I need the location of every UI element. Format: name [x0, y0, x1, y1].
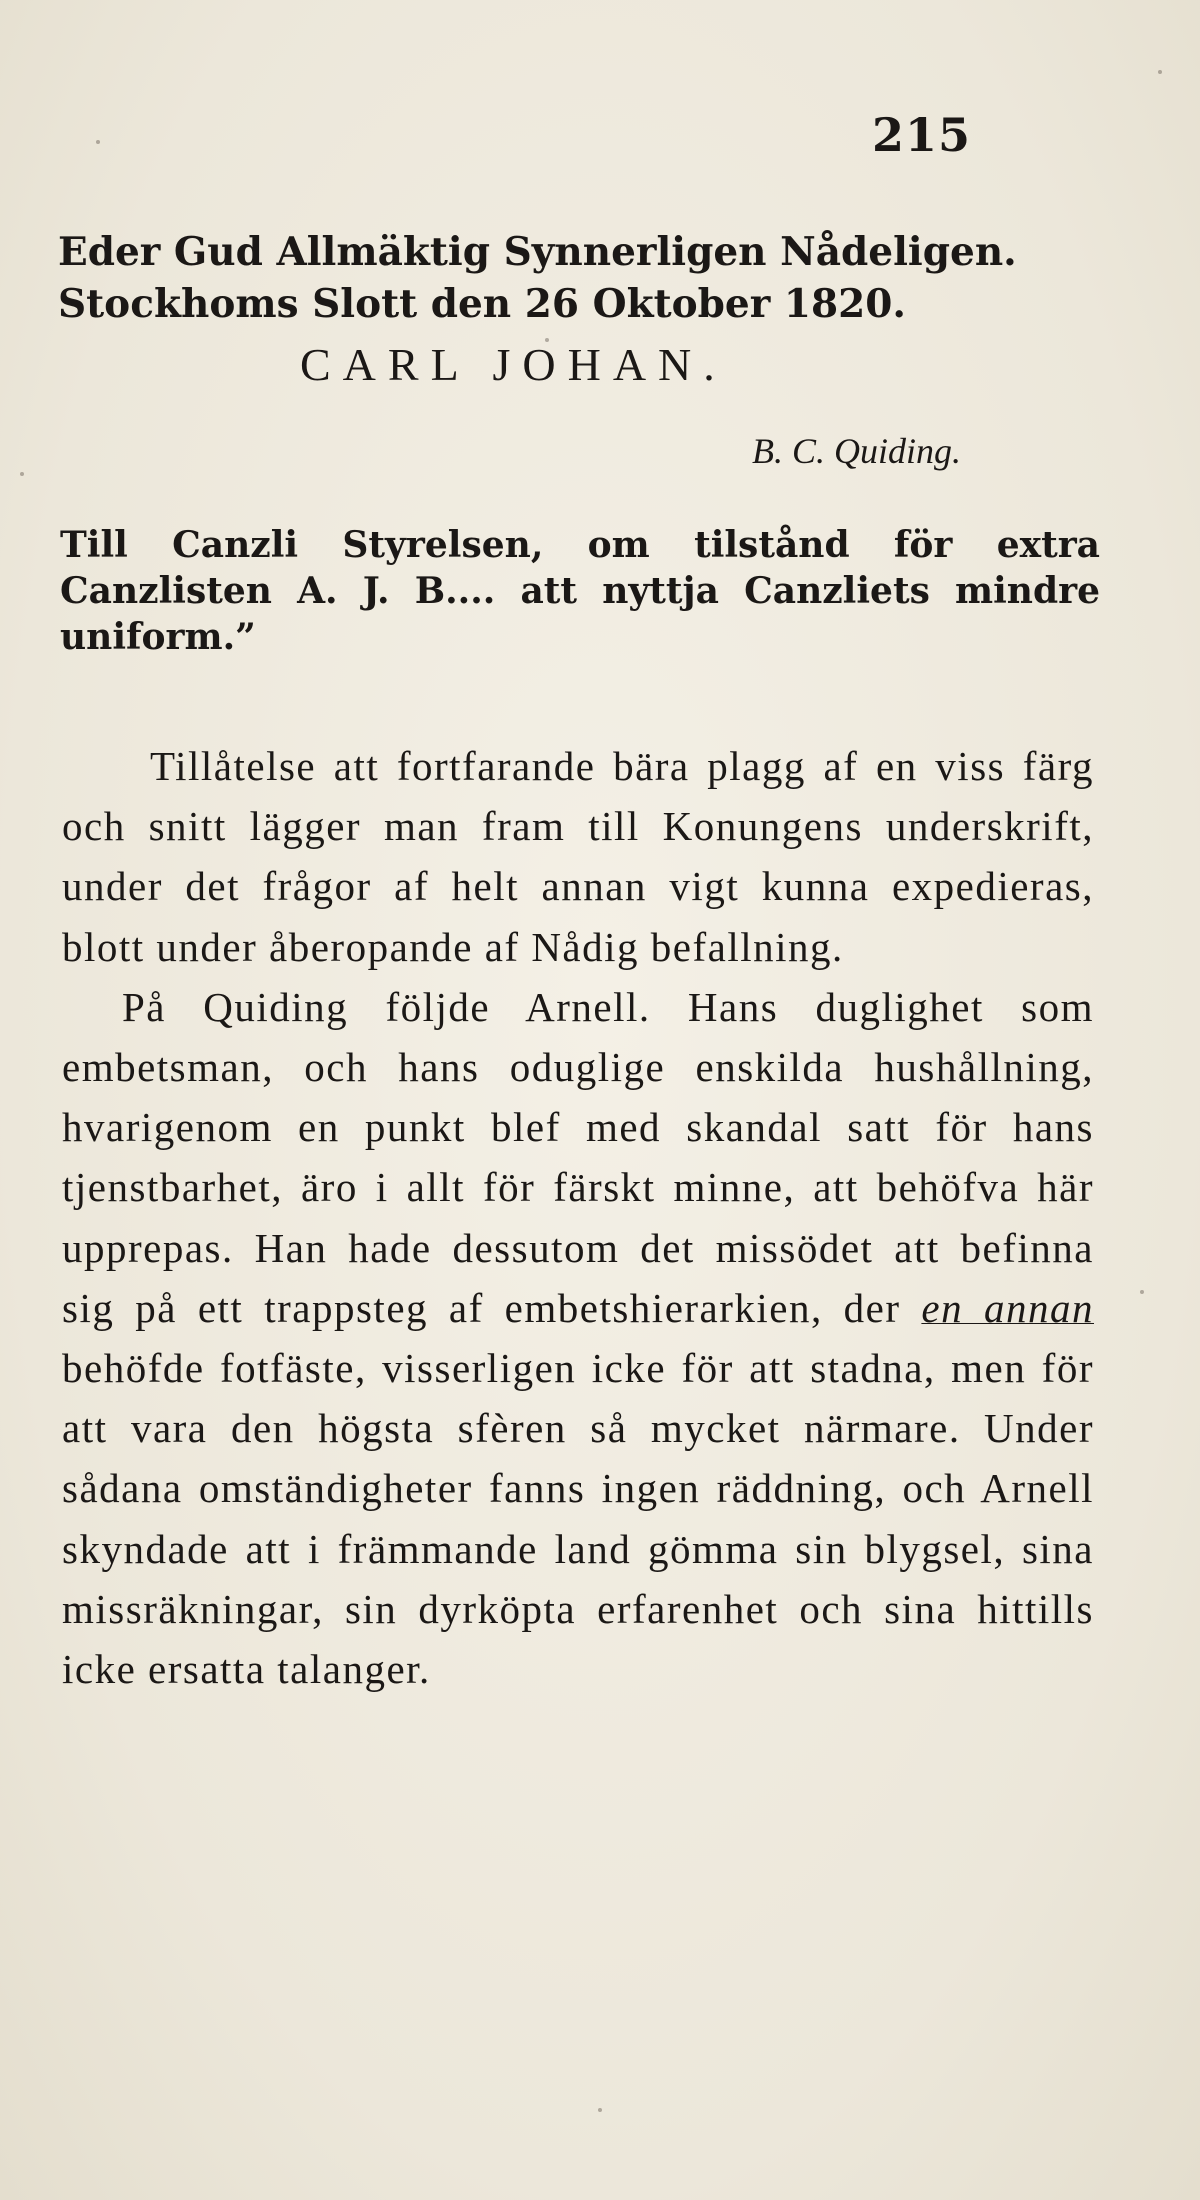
paper-speck: [96, 140, 100, 144]
emphasized-phrase: en annan: [921, 1284, 1094, 1331]
page-number: 215: [872, 108, 972, 162]
paragraph-2: [62, 977, 1094, 1699]
letter-closing-line-2: Stockhoms Slott den 26 Oktober 1820.: [58, 281, 906, 327]
royal-signature: CARL JOHAN.: [300, 339, 727, 390]
paragraph-2-part-2: behöfde fotfäste, visserligen icke för att stadna, men för att vara den högsta sfèren så mycket närmare. Under sådana omständigheter fanns ingen räddning, och Arnell skyndade att i främmande land gömma sin blygsel, sina missräkningar, sin dyrköpta erfarenhet och sina hittills icke ersatta talanger.: [62, 1345, 1094, 1693]
paragraph-1: Tillåtelse att fortfarande bära plagg af en viss färg och snitt lägger man fram till Konungens underskrift, under det frågor af helt annan vigt kunna expedieras, blott under åberopande af Nådig befallning.: [62, 743, 1094, 970]
paper-speck: [545, 338, 549, 342]
letter-closing-line-1: Eder Gud Allmäktig Synnerligen Nådeligen.: [58, 229, 1017, 275]
paragraph-2-part-1: På Quiding följde Arnell. Hans duglighet som embetsman, och hans oduglige enskilda hushållning, hvarigenom en punkt blef med skandal satt för hans tjenstbarhet, äro i allt för färskt minne, att behöfva här upprepas. Han hade dessutom det missödet att befinna sig på ett trappsteg af embetshierarkien, der: [62, 983, 1094, 1331]
paper-speck: [1158, 70, 1162, 74]
paper-speck: [20, 472, 24, 476]
letter-heading: Till Canzli Styrelsen, om tilstånd för extra Canzlisten A. J. B.... att nyttja Canzliets mindre uniform.”: [60, 524, 1100, 658]
body-text: [62, 736, 1094, 1699]
countersignature: B. C. Quiding.: [752, 431, 962, 471]
paper-speck: [1140, 1290, 1144, 1294]
paper-speck: [598, 2108, 602, 2112]
